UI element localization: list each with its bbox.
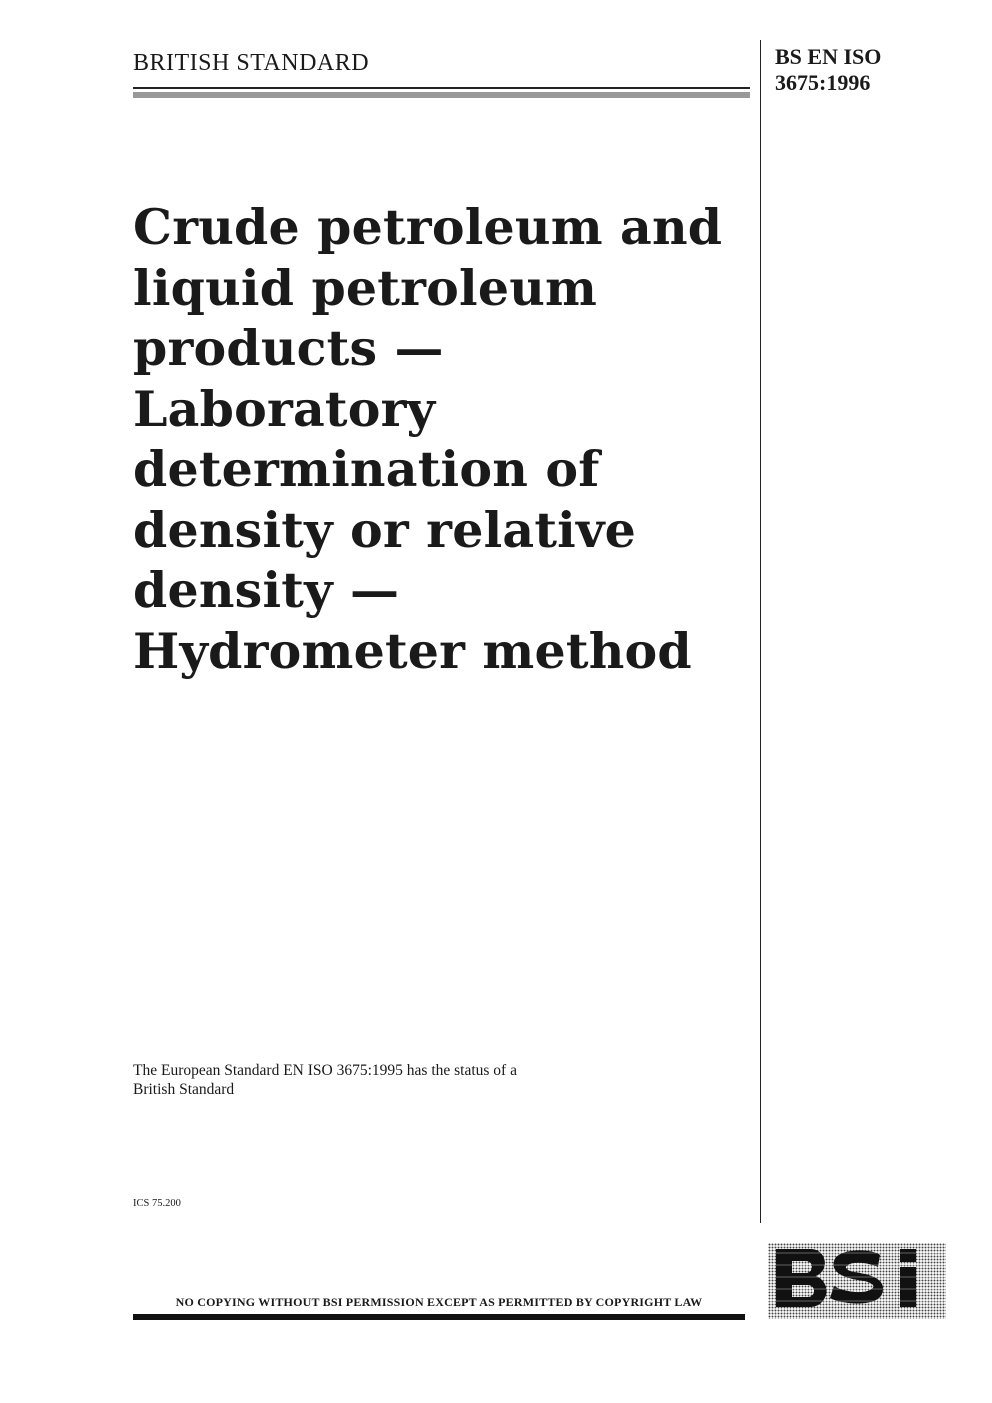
title-line: products —: [133, 319, 444, 377]
title-line: density —: [133, 561, 400, 619]
vertical-divider: [760, 40, 761, 1223]
document-title: [133, 197, 743, 681]
standard-number-line-2: 3675:1996: [775, 70, 871, 95]
standard-number-line-1: BS EN ISO: [775, 44, 882, 69]
standard-number: [775, 44, 881, 96]
title-line: Hydrometer method: [133, 621, 692, 680]
ics-code: ICS 75.200: [133, 1198, 181, 1209]
bsi-logo: [768, 1243, 946, 1319]
document-series-label: BRITISH STANDARD: [133, 50, 370, 76]
header-rule-thick: [133, 92, 750, 98]
status-note: [133, 1061, 693, 1099]
title-line: density or relative: [133, 500, 637, 559]
title-line: liquid petroleum: [133, 258, 598, 317]
status-note-line-2: British Standard: [133, 1081, 235, 1098]
title-line: determination of: [133, 440, 600, 498]
title-line: Crude petroleum and: [133, 198, 723, 256]
title-line: Laboratory: [133, 379, 436, 438]
footer-rule: [133, 1314, 745, 1320]
copyright-notice: NO COPYING WITHOUT BSI PERMISSION EXCEPT AS PERMITTED BY COPYRIGHT LAW: [175, 1295, 703, 1309]
status-note-line-1: The European Standard EN ISO 3675:1995 has the status of a: [133, 1062, 517, 1079]
header-rule: [133, 87, 750, 89]
